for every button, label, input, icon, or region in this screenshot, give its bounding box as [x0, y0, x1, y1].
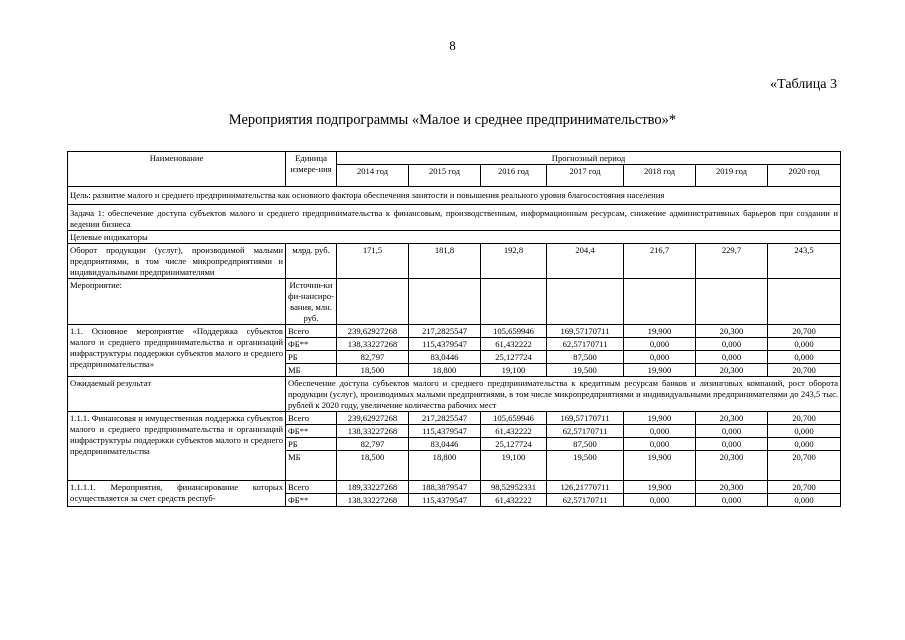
value-cell: 87,500: [547, 438, 624, 451]
header-row: [68, 152, 841, 165]
header-year: 2017 год: [547, 165, 624, 187]
indicator-value: 229,7: [696, 244, 768, 279]
value-cell: 169,57170711: [547, 412, 624, 425]
indicator-value: 243,5: [768, 244, 841, 279]
value-cell: 19,100: [481, 451, 547, 481]
value-cell: 20,700: [768, 481, 841, 494]
value-cell: 20,700: [768, 364, 841, 377]
expected-result-label: Ожидаемый результат: [68, 377, 286, 412]
page-number: 8: [449, 38, 456, 53]
value-cell: 0,000: [696, 338, 768, 351]
value-cell: 239,62927268: [337, 412, 409, 425]
measures-table: [67, 151, 841, 507]
source-cell: РБ: [286, 351, 337, 364]
value-cell: 19,900: [624, 451, 696, 481]
goal-row: [68, 187, 841, 205]
source-cell: Всего: [286, 481, 337, 494]
header-forecast: Прогнозный период: [337, 152, 841, 165]
indicator-value: 204,4: [547, 244, 624, 279]
indicator-value: 181,8: [409, 244, 481, 279]
value-cell: 138,33227268: [337, 425, 409, 438]
value-cell: 62,57170711: [547, 494, 624, 507]
value-cell: 18,800: [409, 364, 481, 377]
value-cell: 20,700: [768, 451, 841, 481]
table-row: [68, 412, 841, 425]
measures-header-row: [68, 279, 841, 325]
value-cell: 0,000: [768, 494, 841, 507]
indicator-name: Оборот продукции (услуг), производимой малыми предприятиями, в том числе микропредприятиями и индивидуальными предпринимателями: [68, 244, 286, 279]
targets-row: [68, 231, 841, 244]
table-row: [68, 481, 841, 494]
goal-text: Цель: развитие малого и среднего предпринимательства как основного фактора обеспечения занятости и повышения реального уровня благосостояния населения: [68, 187, 841, 205]
financing-sources-label: Источни-ки фи-нансиро-вания, млн. руб.: [286, 279, 337, 325]
value-cell: 0,000: [624, 494, 696, 507]
value-cell: 0,000: [624, 438, 696, 451]
value-cell: 115,4379547: [409, 338, 481, 351]
value-cell: 61,432222: [481, 425, 547, 438]
source-cell: МБ: [286, 364, 337, 377]
value-cell: 83,0446: [409, 438, 481, 451]
header-year: 2019 год: [696, 165, 768, 187]
header-unit: Единица измере-ния: [286, 152, 337, 187]
indicator-row: [68, 244, 841, 279]
value-cell: 19,900: [624, 481, 696, 494]
header-year: 2016 год: [481, 165, 547, 187]
value-cell: 0,000: [696, 494, 768, 507]
value-cell: 18,800: [409, 451, 481, 481]
value-cell: 0,000: [696, 438, 768, 451]
measure-1-1-1-name: 1.1.1. Финансовая и имущественная поддержка субъектов малого и среднего предпринимательства и организаций инфраструктуры поддержки субъектов малого и среднего предпринимательства: [68, 412, 286, 481]
value-cell: 105,659946: [481, 325, 547, 338]
value-cell: 0,000: [768, 351, 841, 364]
value-cell: 217,2825547: [409, 412, 481, 425]
value-cell: 18,500: [337, 451, 409, 481]
value-cell: 62,57170711: [547, 425, 624, 438]
indicator-unit: млрд. руб.: [286, 244, 337, 279]
value-cell: 169,57170711: [547, 325, 624, 338]
value-cell: 0,000: [624, 351, 696, 364]
targets-label: Целевые индикаторы: [68, 231, 841, 244]
source-cell: ФБ**: [286, 494, 337, 507]
header-year: 2020 год: [768, 165, 841, 187]
value-cell: 115,4379547: [409, 494, 481, 507]
header-name: Наименование: [68, 152, 286, 187]
task-text: Задача 1: обеспечение доступа субъектов малого и среднего предпринимательства к финансовым, производственным, информационным ресурсам, снижение административных барьеров при создании и ведении бизнеса: [68, 205, 841, 231]
source-cell: Всего: [286, 325, 337, 338]
value-cell: 138,33227268: [337, 338, 409, 351]
measure-1-1-1-1-name: 1.1.1.1. Мероприятия, финансирование которых осуществляется за счет средств респуб-: [68, 481, 286, 507]
source-cell: Всего: [286, 412, 337, 425]
value-cell: 0,000: [696, 425, 768, 438]
task-row: [68, 205, 841, 231]
value-cell: 239,62927268: [337, 325, 409, 338]
value-cell: 61,432222: [481, 338, 547, 351]
value-cell: 19,900: [624, 412, 696, 425]
value-cell: 19,500: [547, 451, 624, 481]
value-cell: 217,2825547: [409, 325, 481, 338]
source-cell: ФБ**: [286, 425, 337, 438]
value-cell: 20,700: [768, 325, 841, 338]
value-cell: 25,127724: [481, 351, 547, 364]
value-cell: 19,900: [624, 364, 696, 377]
value-cell: 20,300: [696, 451, 768, 481]
value-cell: 20,300: [696, 481, 768, 494]
measures-label: Мероприятие:: [68, 279, 286, 325]
value-cell: 0,000: [768, 438, 841, 451]
value-cell: 20,300: [696, 412, 768, 425]
source-cell: ФБ**: [286, 338, 337, 351]
header-year: 2015 год: [409, 165, 481, 187]
value-cell: 87,500: [547, 351, 624, 364]
table-row: [68, 325, 841, 338]
value-cell: 19,100: [481, 364, 547, 377]
header-year: 2018 год: [624, 165, 696, 187]
value-cell: 98,52952331: [481, 481, 547, 494]
value-cell: 20,300: [696, 325, 768, 338]
value-cell: 138,33227268: [337, 494, 409, 507]
indicator-value: 171,5: [337, 244, 409, 279]
source-cell: РБ: [286, 438, 337, 451]
value-cell: 20,300: [696, 364, 768, 377]
value-cell: 0,000: [768, 338, 841, 351]
indicator-value: 192,8: [481, 244, 547, 279]
value-cell: 19,500: [547, 364, 624, 377]
value-cell: 115,4379547: [409, 425, 481, 438]
table-reference: «Таблица 3: [770, 77, 837, 92]
value-cell: 0,000: [696, 351, 768, 364]
expected-result-text: Обеспечение доступа субъектов малого и среднего предпринимательства к кредитным ресурсам банков и лизинговых компаний, рост оборота продукции (услуг), производимых малыми предприятиями, в том числе микропредприятиями и индивидуальными предпринимателями до 243,5 тыс. рублей к 2020 году, увеличение количества рабочих мест: [286, 377, 841, 412]
value-cell: 20,700: [768, 412, 841, 425]
header-year: 2014 год: [337, 165, 409, 187]
indicator-value: 216,7: [624, 244, 696, 279]
value-cell: 82,797: [337, 438, 409, 451]
value-cell: 19,900: [624, 325, 696, 338]
value-cell: 0,000: [624, 425, 696, 438]
value-cell: 0,000: [624, 338, 696, 351]
value-cell: 18,500: [337, 364, 409, 377]
value-cell: 83,0446: [409, 351, 481, 364]
value-cell: 126,21770711: [547, 481, 624, 494]
value-cell: 188,3879547: [409, 481, 481, 494]
value-cell: 61,432222: [481, 494, 547, 507]
value-cell: 25,127724: [481, 438, 547, 451]
source-cell: МБ: [286, 451, 337, 481]
value-cell: 189,33227268: [337, 481, 409, 494]
value-cell: 82,797: [337, 351, 409, 364]
document-title: Мероприятия подпрограммы «Малое и среднее предпринимательство»*: [228, 112, 677, 128]
measure-1-1-name: 1.1. Основное мероприятие «Поддержка субъектов малого и среднего предпринимательства и организаций инфраструктуры поддержки субъектов малого и среднего предпринимательства»: [68, 325, 286, 377]
value-cell: 0,000: [768, 425, 841, 438]
value-cell: 62,57170711: [547, 338, 624, 351]
value-cell: 105,659946: [481, 412, 547, 425]
expected-result-row: [68, 377, 841, 412]
